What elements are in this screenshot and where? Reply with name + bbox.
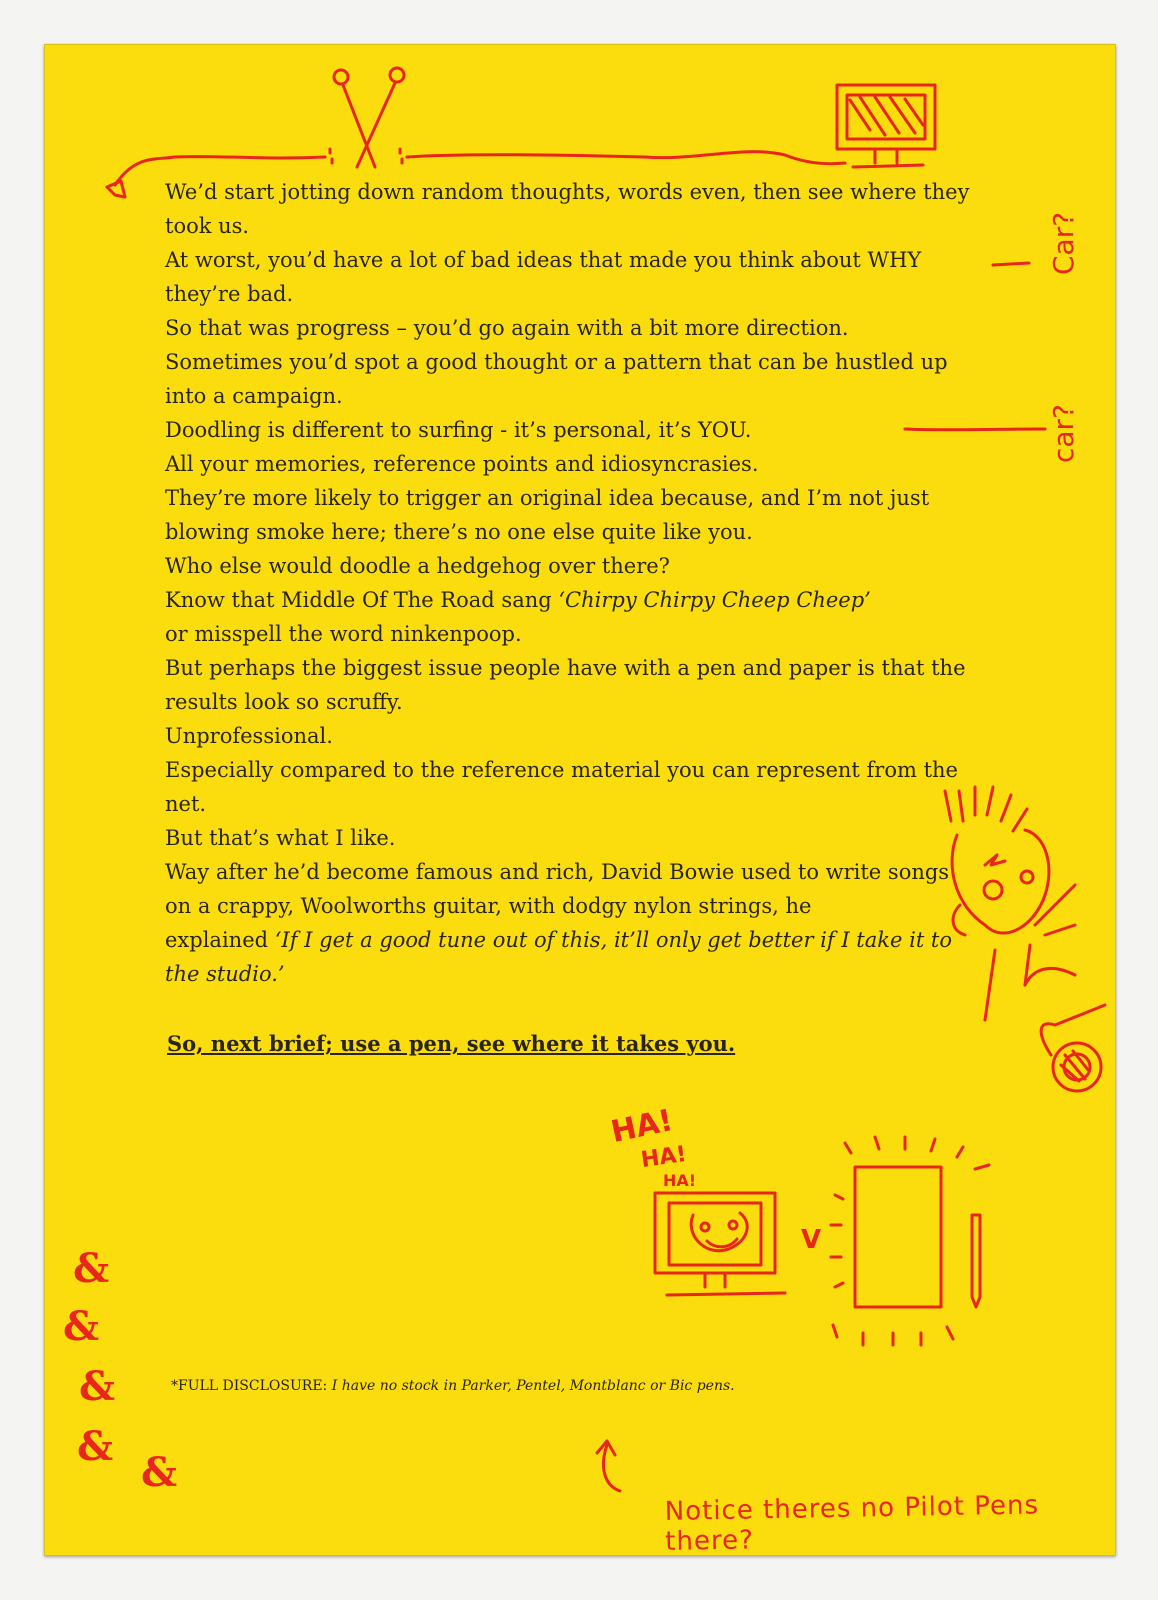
body-line: But perhaps the biggest issue people have with a pen and paper is that the results look so scruffy.	[165, 656, 966, 714]
closing-line: So, next brief; use a pen, see where it takes you.	[167, 1031, 736, 1056]
ampersand-doodle: &	[77, 1423, 114, 1470]
song-line	[165, 583, 980, 617]
margin-note-car-2: car?	[1047, 404, 1080, 463]
ampersand-doodle: &	[63, 1303, 100, 1350]
body-line: So that was progress – you’d go again with a bit more direction.	[165, 316, 849, 340]
body-line: All your memories, reference points and idiosyncrasies.	[165, 452, 759, 476]
body-line: Especially compared to the reference material you can represent from the net.	[165, 758, 958, 816]
versus-text: V	[801, 1225, 822, 1255]
quote-prefix: explained	[165, 928, 275, 952]
disclosure-label: *FULL DISCLOSURE:	[171, 1378, 332, 1394]
margin-note-car-1: Car?	[1047, 211, 1080, 275]
song-prefix: Know that Middle Of The Road sang	[165, 588, 559, 612]
body-line: Way after he’d become famous and rich, David Bowie used to write songs on a crappy, Woolworths guitar, with dodgy nylon strings, he	[165, 860, 950, 918]
notice-note: Notice theres no Pilot Pens there?	[664, 1490, 1040, 1557]
blank-paper-doodle	[831, 1137, 989, 1345]
body-line: At worst, you’d have a lot of bad ideas that made you think about WHY they’re bad.	[165, 248, 922, 306]
ampersand-doodle: &	[141, 1449, 178, 1496]
ha-text-1: HA!	[608, 1102, 676, 1151]
up-arrow-doodle	[597, 1441, 620, 1491]
body-line: But that’s what I like.	[165, 826, 396, 850]
body-line: We’d start jotting down random thoughts, words even, then see where they took us.	[165, 180, 970, 238]
body-line: Who else would doodle a hedgehog over there?	[165, 554, 670, 578]
ampersand-doodle: &	[79, 1363, 116, 1410]
body-line: Unprofessional.	[165, 724, 333, 748]
body-line: or misspell the word ninkenpoop.	[165, 622, 522, 646]
computer-monitor-icon	[837, 85, 935, 167]
body-line: Doodling is different to surfing - it’s personal, it’s YOU.	[165, 418, 752, 442]
tv-laughing-doodle	[655, 1193, 785, 1295]
guitar-doodle	[1041, 1005, 1105, 1091]
disclosure-text: I have no stock in Parker, Pentel, Montblanc or Bic pens.	[331, 1378, 735, 1394]
main-text	[165, 175, 980, 991]
margin-arrow-1	[993, 263, 1029, 265]
bowie-quote: ‘If I get a good tune out of this, it’ll only get better if I take it to the studio.’	[165, 928, 953, 986]
scissors-icon	[330, 68, 404, 167]
ha-text-2: HA!	[639, 1141, 689, 1174]
body-line: Sometimes you’d spot a good thought or a pattern that can be hustled up into a campaign.	[165, 350, 948, 408]
ha-text-3: HA!	[663, 1171, 697, 1190]
song-title: ‘Chirpy Chirpy Cheep Cheep’	[558, 588, 871, 612]
ampersand-doodle: &	[73, 1245, 110, 1292]
yellow-page	[44, 44, 1116, 1556]
bowie-quote-line	[165, 923, 980, 991]
disclosure-note	[171, 1378, 735, 1394]
body-line: They’re more likely to trigger an original idea because, and I’m not just blowing smoke here; there’s no one else quite like you.	[165, 486, 930, 544]
